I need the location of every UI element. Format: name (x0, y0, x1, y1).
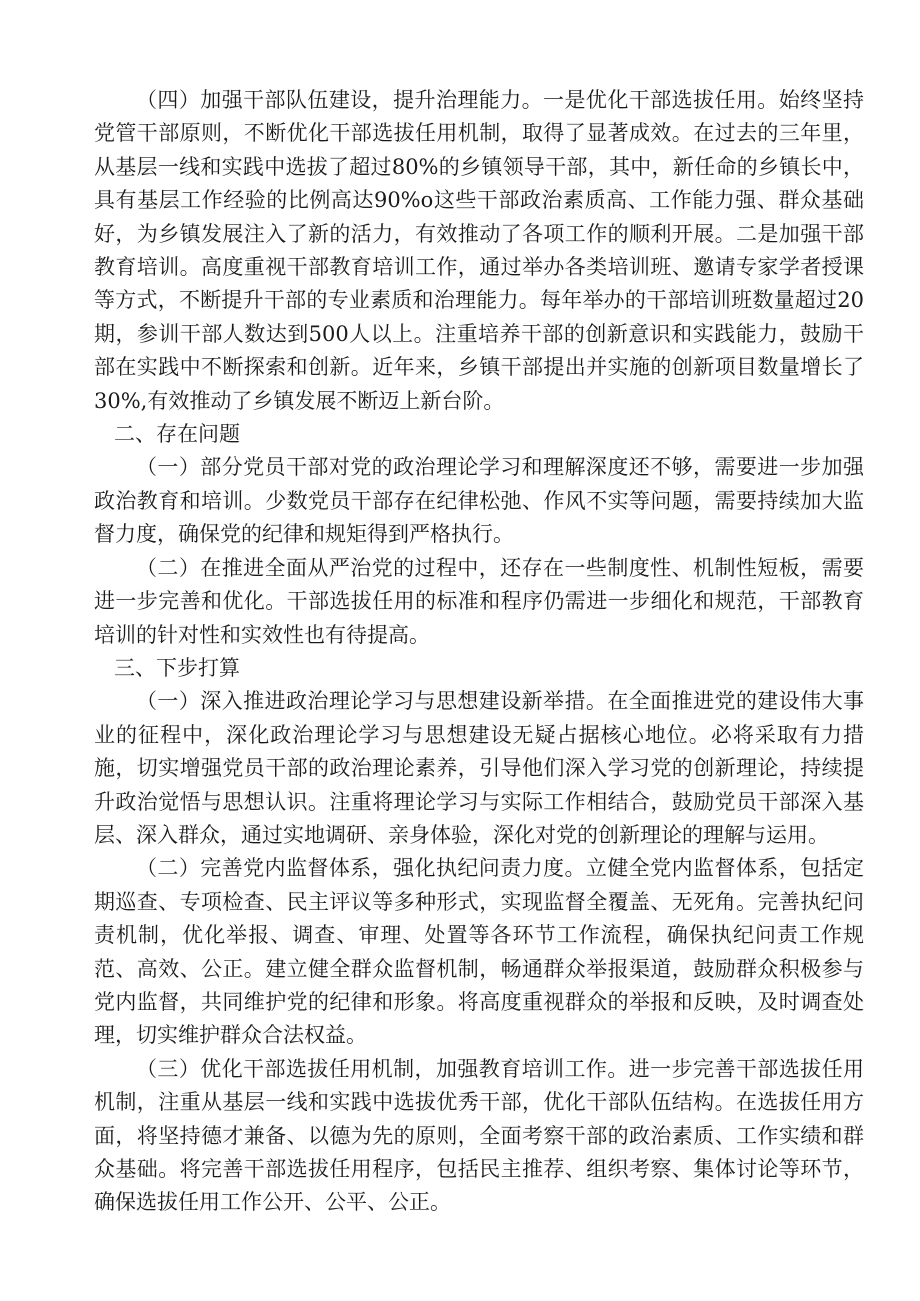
paragraph-plan-3: （三）优化干部选拔任用机制，加强教育培训工作。进一步完善干部选拔任用机制，注重从基层一线和实践中选拔优秀干部，优化干部队伍结构。在选拔任用方面，将坚持德才兼备、以德为先的原则，全面考察干部的政治素质、工作实绩和群众基础。将完善干部选拔任用程序，包括民主推荐、组织考察、集体讨论等环节，确保选拔任用工作公开、公平、公正。 (94, 1056, 864, 1215)
section-heading-next-steps: 三、下步打算 (114, 655, 240, 680)
paragraph-plan-2: （二）完善党内监督体系，强化执纪问责力度。立健全党内监督体系，包括定期巡查、专项检查、民主评议等多种形式，实现监督全覆盖、无死角。完善执纪问责机制，优化举报、调查、审理、处置等各环节工作流程，确保执纪问责工作规范、高效、公正。建立健全群众监督机制，畅通群众举报渠道，鼓励群众积极参与党内监督，共同维护党的纪律和形象。将高度重视群众的举报和反映，及时调查处理，切实维护群众合法权益。 (94, 856, 864, 1048)
paragraph-plan-1: （一）深入推进政治理论学习与思想建设新举措。在全面推进党的建设伟大事业的征程中，深化政治理论学习与思想建设无疑占据核心地位。必将采取有力措施，切实增强党员干部的政治理论素养，引导他们深入学习党的创新理论，持续提升政治觉悟与思想认识。注重将理论学习与实际工作相结合，鼓励党员干部深入基层、深入群众，通过实地调研、亲身体验，深化对党的创新理论的理解与运用。 (94, 689, 864, 847)
document-body (94, 84, 864, 1220)
paragraph-problem-2: （二）在推进全面从严治党的过程中，还存在一些制度性、机制性短板，需要进一步完善和优化。干部选拔任用的标准和程序仍需进一步细化和规范，干部教育培训的针对性和实效性也有待提高。 (94, 555, 864, 647)
paragraph-cadre-building: （四）加强干部队伍建设，提升治理能力。一是优化干部选拔任用。始终坚持党管干部原则，不断优化干部选拔任用机制，取得了显著成效。在过去的三年里，从基层一线和实践中选拔了超过80%的乡镇领导干部，其中，新任命的乡镇长中，具有基层工作经验的比例高达90%o这些干部政治素质高、工作能力强、群众基础好，为乡镇发展注入了新的活力，有效推动了各项工作的顺利开展。二是加强干部教育培训。高度重视干部教育培训工作，通过举办各类培训班、邀请专家学者授课等方式，不断提升干部的专业素质和治理能力。每年举办的干部培训班数量超过20期，参训干部人数达到500人以上。注重培养干部的创新意识和实践能力，鼓励干部在实践中不断探索和创新。近年来，乡镇干部提出并实施的创新项目数量增长了30%,有效推动了乡镇发展不断迈上新台阶。 (94, 88, 864, 413)
paragraph-problem-1: （一）部分党员干部对党的政治理论学习和理解深度还不够，需要进一步加强政治教育和培训。少数党员干部存在纪律松弛、作风不实等问题，需要持续加大监督力度，确保党的纪律和规矩得到严格执行。 (94, 455, 864, 547)
section-heading-problems: 二、存在问题 (114, 422, 240, 447)
